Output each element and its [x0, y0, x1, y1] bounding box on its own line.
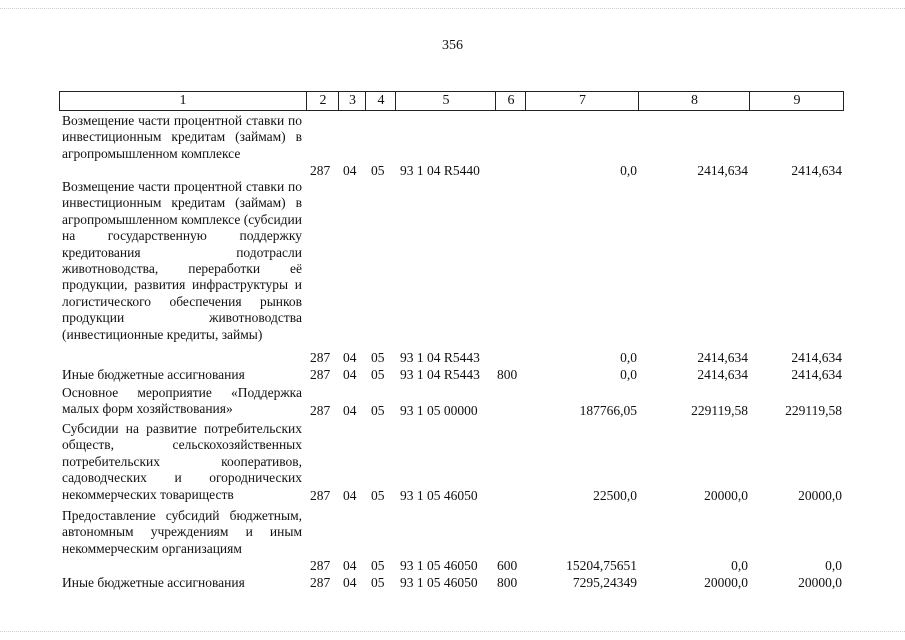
row-col-4: 05 — [371, 350, 385, 365]
row-col-5: 93 1 04 R5440 — [400, 163, 480, 178]
row-col-4: 05 — [371, 367, 385, 382]
row-col-8: 0,0 — [731, 558, 748, 573]
row-col-2: 287 — [310, 350, 331, 365]
row-description: Иные бюджетные ассигнования — [62, 367, 245, 382]
row-col-7: 0,0 — [620, 367, 637, 382]
row-col-8: 20000,0 — [704, 488, 748, 503]
row-col-5: 93 1 04 R5443 — [400, 367, 480, 382]
row-col-3: 04 — [343, 367, 357, 382]
row-col-9: 0,0 — [825, 558, 842, 573]
row-col-5: 93 1 05 46050 — [400, 575, 478, 590]
row-col-2: 287 — [310, 558, 331, 573]
row-col-9: 20000,0 — [798, 575, 842, 590]
row-col-9: 2414,634 — [791, 350, 842, 365]
row-col-8: 2414,634 — [697, 350, 748, 365]
row-col-3: 04 — [343, 575, 357, 590]
row-description: Иные бюджетные ассигнования — [62, 575, 245, 590]
row-description: Предоставление субсидий бюджетным, автономным учреждениям и иным некоммерческим организациям — [62, 508, 302, 556]
row-col-6: 600 — [497, 558, 518, 573]
page-number: 356 — [442, 38, 463, 53]
row-col-5: 93 1 05 00000 — [400, 403, 478, 418]
row-col-2: 287 — [310, 163, 331, 178]
row-col-7: 7295,24349 — [572, 575, 637, 590]
row-description: Возмещение части процентной ставки по инвестиционным кредитам (займам) в агропромышленном комплексе — [62, 113, 302, 161]
header-col-6: 6 — [495, 92, 526, 110]
row-col-2: 287 — [310, 488, 331, 503]
header-col-5: 5 — [395, 92, 496, 110]
header-col-9: 9 — [749, 92, 844, 110]
table-header — [59, 91, 844, 111]
row-col-7: 15204,75651 — [566, 558, 637, 573]
header-col-2: 2 — [306, 92, 339, 110]
row-col-4: 05 — [371, 575, 385, 590]
row-col-5: 93 1 05 46050 — [400, 488, 478, 503]
row-col-9: 229119,58 — [785, 403, 842, 418]
row-col-6: 800 — [497, 575, 518, 590]
row-col-5: 93 1 04 R5443 — [400, 350, 480, 365]
row-col-7: 0,0 — [620, 350, 637, 365]
row-col-2: 287 — [310, 367, 331, 382]
row-col-4: 05 — [371, 163, 385, 178]
row-col-8: 20000,0 — [704, 575, 748, 590]
scan-border-top — [0, 8, 905, 9]
row-description: Субсидии на развитие потребительских обществ, сельскохозяйственных потребительских кооперативов, садоводческих и огороднических некоммерческих товариществ — [62, 421, 302, 502]
header-col-4: 4 — [365, 92, 396, 110]
row-description: Возмещение части процентной ставки по инвестиционным кредитам (займам) в агропромышленном комплексе (субсидии на государственную поддержку кредитования подотрасли животноводства, переработки её продукции, развития инфраструктуры и логистического обеспечения рынков продукции животноводства (инвестиционные кредиты, займы) — [62, 179, 302, 342]
row-col-7: 0,0 — [620, 163, 637, 178]
row-col-4: 05 — [371, 558, 385, 573]
row-col-6: 800 — [497, 367, 518, 382]
row-col-2: 287 — [310, 403, 331, 418]
row-col-4: 05 — [371, 488, 385, 503]
row-col-5: 93 1 05 46050 — [400, 558, 478, 573]
row-col-4: 05 — [371, 403, 385, 418]
row-col-9: 2414,634 — [791, 367, 842, 382]
row-col-3: 04 — [343, 350, 357, 365]
header-col-3: 3 — [338, 92, 366, 110]
row-col-7: 187766,05 — [579, 403, 637, 418]
row-col-3: 04 — [343, 558, 357, 573]
row-col-9: 2414,634 — [791, 163, 842, 178]
row-col-3: 04 — [343, 488, 357, 503]
row-col-2: 287 — [310, 575, 331, 590]
header-col-8: 8 — [638, 92, 750, 110]
row-col-3: 04 — [343, 403, 357, 418]
row-col-8: 2414,634 — [697, 163, 748, 178]
row-col-8: 229119,58 — [691, 403, 748, 418]
row-col-7: 22500,0 — [593, 488, 637, 503]
row-description: Основное мероприятие «Поддержка малых форм хозяйствования» — [62, 385, 302, 417]
header-col-7: 7 — [525, 92, 639, 110]
scan-border-bottom — [0, 631, 905, 632]
header-col-1: 1 — [179, 93, 187, 108]
row-col-8: 2414,634 — [697, 367, 748, 382]
row-col-3: 04 — [343, 163, 357, 178]
row-col-9: 20000,0 — [798, 488, 842, 503]
